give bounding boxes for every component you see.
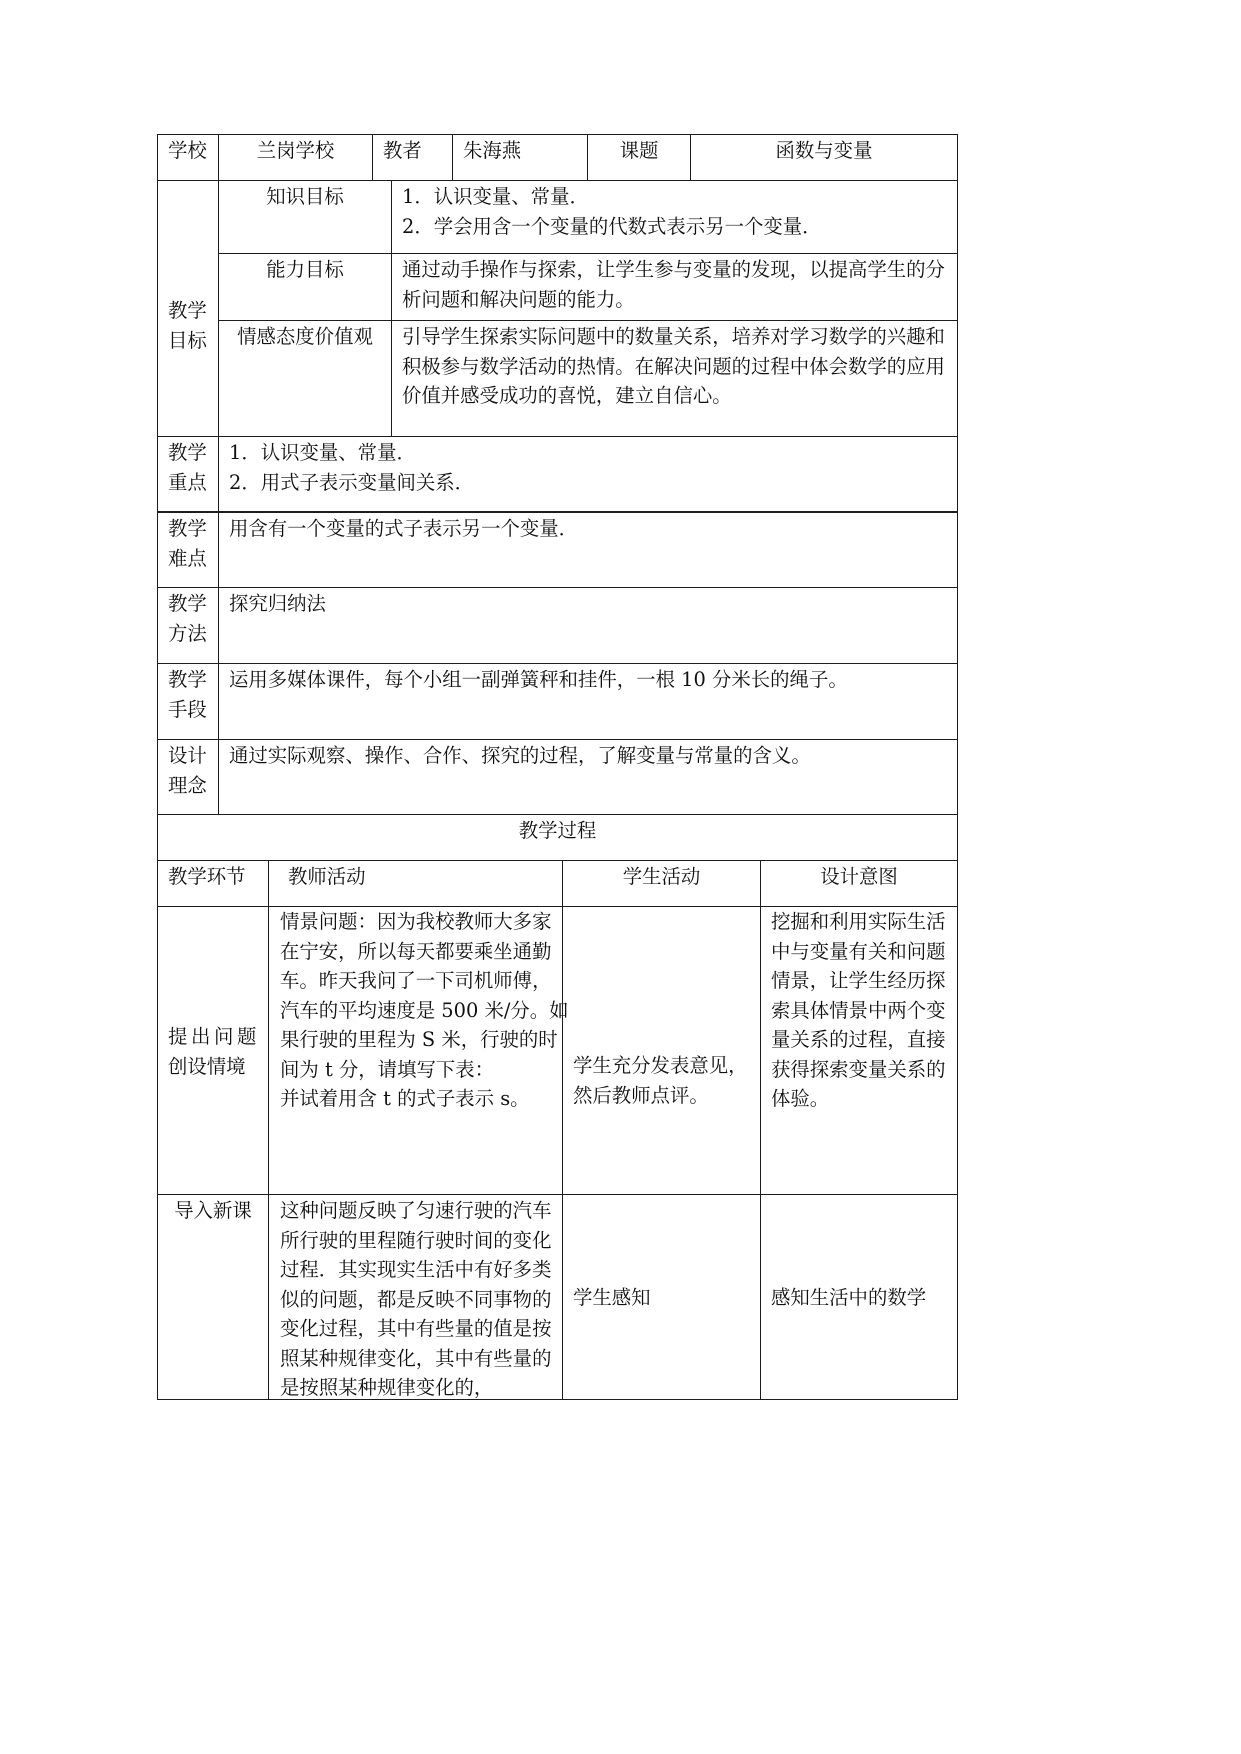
teacher-label: 教者 [372,134,453,181]
objectives-label: 教学 目标 [157,180,219,437]
process-col-intent: 设计意图 [760,860,958,907]
topic-label: 课题 [587,134,691,181]
methods-text: 探究归纳法 [218,587,958,664]
teacher-value: 朱海燕 [452,134,588,181]
means-label: 教学 手段 [157,663,219,740]
objective-knowledge-label: 知识目标 [218,180,392,254]
process-col-student: 学生活动 [562,860,761,907]
stage-2-design-intent: 感知生活中的数学 [760,1194,958,1400]
process-col-stage: 教学环节 [157,860,269,907]
school-label: 学校 [157,134,219,181]
stage-2-name: 导入新课 [157,1194,269,1400]
means-text: 运用多媒体课件，每个小组一副弹簧秤和挂件，一根 10 分米长的绳子。 [218,663,958,740]
process-title: 教学过程 [157,814,958,861]
difficulties-text: 用含有一个变量的式子表示另一个变量． [218,511,958,588]
design-concept-label: 设计 理念 [157,739,219,815]
lesson-plan-table [157,134,958,1400]
objective-attitude-text: 引导学生探索实际问题中的数量关系，培养对学习数学的兴趣和 积极参与数学活动的热情。在解决问题的过程中体会数学的应用 价值并感受成功的喜悦，建立自信心。 [391,320,958,437]
key-points-text: 1．认识变量、常量． 2．用式子表示变量间关系． [218,436,958,512]
stage-1-teacher-activity: 情景问题：因为我校教师大多家 在宁安，所以每天都要乘坐通勤 车。昨天我问了一下司机师傅， 汽车的平均速度是 500 米/分。如 果行驶的里程为 S 米，行驶的时 间为 t 分，请填写下表： 并试着用含 t 的式子表示 s。 [268,906,563,1195]
school-value: 兰岗学校 [218,134,373,181]
process-col-teacher: 教师活动 [268,860,563,907]
stage-1-student-activity: 学生充分发表意见， 然后教师点评。 [562,906,761,1195]
objective-attitude-label: 情感态度价值观 [218,320,392,437]
stage-1-design-intent: 挖掘和利用实际生活 中与变量有关和问题 情景，让学生经历探 索具体情景中两个变 量关系的过程，直接 获得探索变量关系的 体验。 [760,906,958,1195]
key-points-label: 教学 重点 [157,436,219,512]
objective-ability-label: 能力目标 [218,253,392,321]
stage-2-student-activity: 学生感知 [562,1194,761,1400]
stage-1-name: 提出问题 创设情境 [157,906,269,1195]
stage-2-teacher-activity: 这种问题反映了匀速行驶的汽车 所行驶的里程随行驶时间的变化 过程．其实现实生活中有好多类 似的问题，都是反映不同事物的 变化过程，其中有些量的值是按 照某种规律变化，其中有些量的 是按照某种规律变化的， [268,1194,563,1400]
objective-ability-text: 通过动手操作与探索，让学生参与变量的发现，以提高学生的分 析问题和解决问题的能力。 [391,253,958,321]
methods-label: 教学 方法 [157,587,219,664]
topic-value: 函数与变量 [690,134,958,181]
design-concept-text: 通过实际观察、操作、合作、探究的过程，了解变量与常量的含义。 [218,739,958,815]
difficulties-label: 教学 难点 [157,511,219,588]
objective-knowledge-text: 1．认识变量、常量． 2．学会用含一个变量的代数式表示另一个变量． [391,180,958,254]
